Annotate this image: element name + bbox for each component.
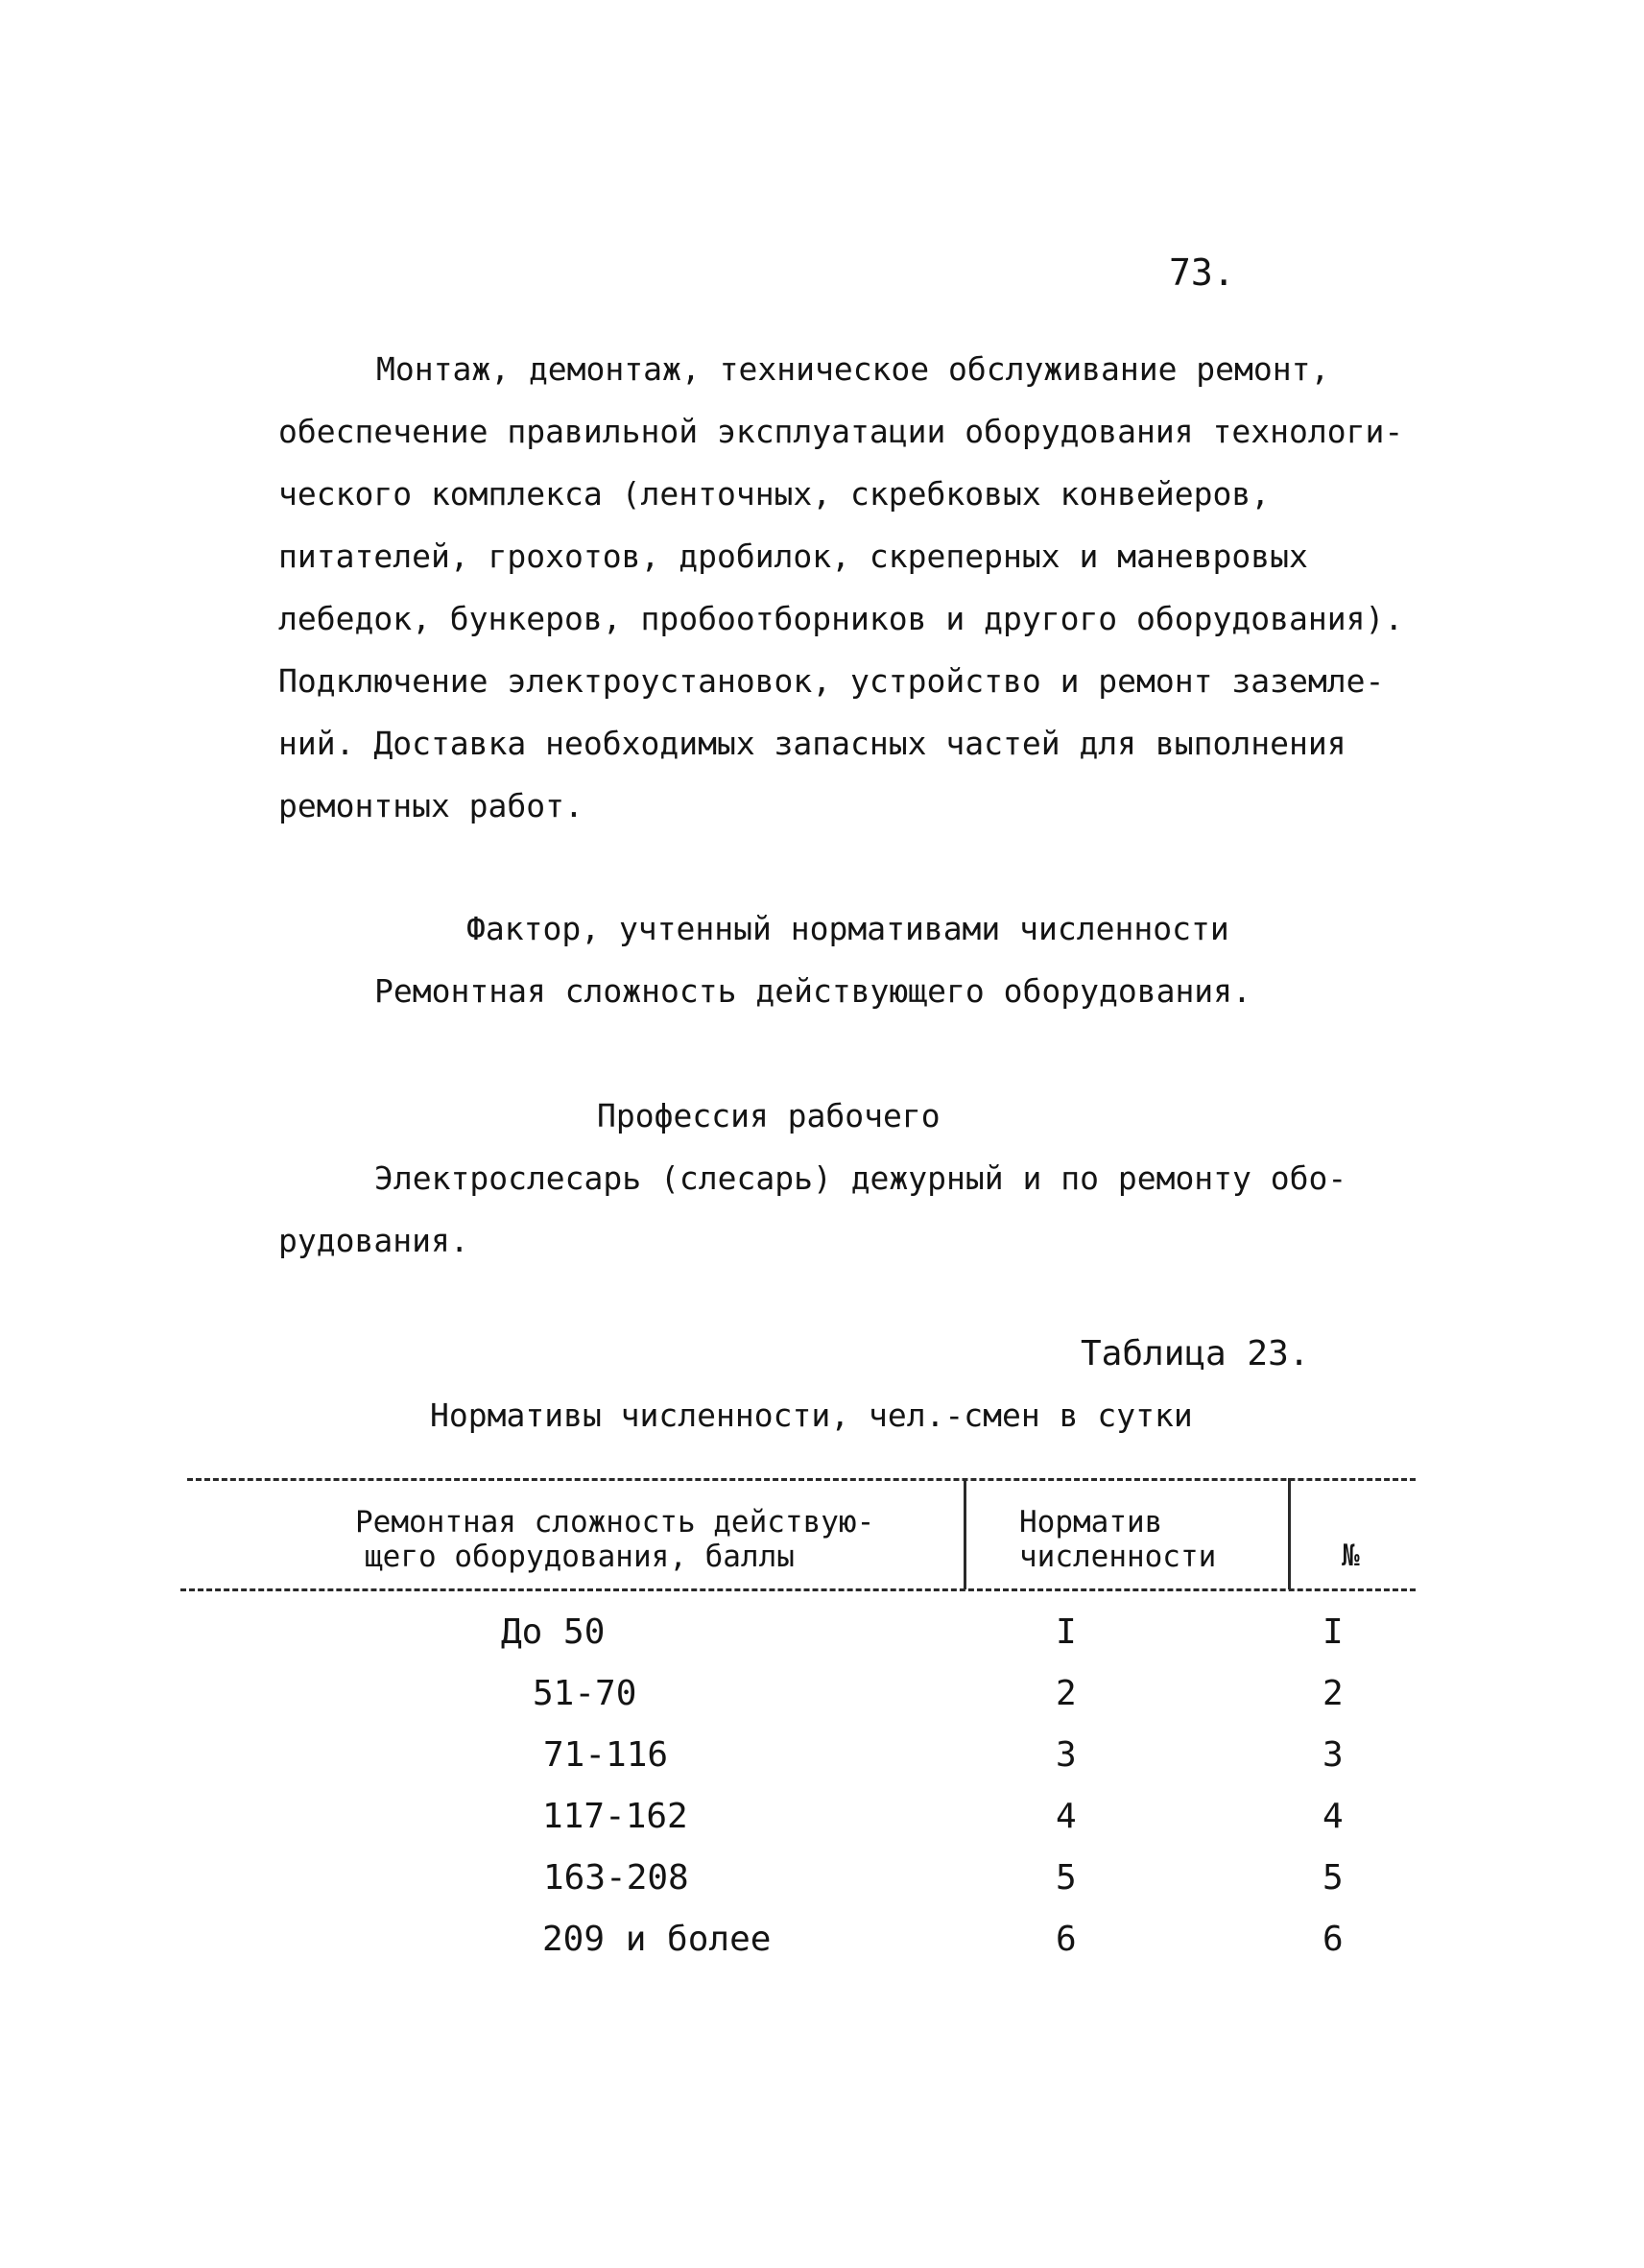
cell-norm: 5 xyxy=(1056,1858,1077,1898)
profession-line: Электрослесарь (слесарь) дежурный и по ремонту обо- xyxy=(374,1159,1347,1197)
cell-norm: 2 xyxy=(1056,1674,1077,1713)
cell-norm: 6 xyxy=(1056,1920,1077,1959)
profession-heading: Профессия рабочего xyxy=(597,1097,941,1134)
profession-line: рудования. xyxy=(278,1222,469,1259)
cell-complexity: До 50 xyxy=(501,1612,606,1652)
header-complexity xyxy=(355,1505,874,1574)
cell-complexity: 51-70 xyxy=(533,1674,637,1713)
table-column-divider xyxy=(1288,1478,1291,1589)
table-caption: Таблица 23. xyxy=(1081,1334,1310,1373)
table-top-rule xyxy=(187,1478,1416,1481)
header-norm xyxy=(1019,1505,1216,1574)
cell-number: I xyxy=(1322,1612,1344,1652)
header-norm-line: Норматив xyxy=(1019,1505,1163,1540)
page-number: 73. xyxy=(1169,251,1235,294)
factor-heading: Фактор, учтенный нормативами численности xyxy=(466,910,1229,947)
cell-complexity: 71-116 xyxy=(543,1735,669,1775)
cell-number: 2 xyxy=(1322,1674,1344,1713)
table-subtitle: Нормативы численности, чел.-смен в сутки xyxy=(430,1397,1193,1434)
header-number: № xyxy=(1342,1539,1360,1573)
header-complexity-line: щего оборудования, баллы xyxy=(365,1540,795,1574)
cell-complexity: 117-162 xyxy=(542,1797,688,1836)
cell-norm: I xyxy=(1056,1612,1077,1652)
cell-complexity: 209 и более xyxy=(542,1920,772,1959)
paragraph-line: ремонтных работ. xyxy=(278,787,584,824)
paragraph-line: Монтаж, демонтаж, техническое обслуживание ремонт, xyxy=(376,350,1330,388)
header-norm-line: численности xyxy=(1019,1540,1217,1574)
cell-number: 3 xyxy=(1322,1735,1344,1775)
paragraph-line: Подключение электроустановок, устройство и ремонт заземле- xyxy=(278,662,1385,700)
paragraph-line: ний. Доставка необходимых запасных частей для выполнения xyxy=(278,725,1346,762)
header-complexity-line: Ремонтная сложность действую- xyxy=(355,1505,875,1540)
paragraph-line: обеспечение правильной эксплуатации оборудования технологи- xyxy=(278,413,1404,450)
cell-norm: 4 xyxy=(1056,1797,1077,1836)
paragraph-line: лебедок, бункеров, пробоотборников и другого оборудования). xyxy=(278,600,1404,637)
table-column-divider xyxy=(964,1478,966,1589)
cell-norm: 3 xyxy=(1056,1735,1077,1775)
table-header-rule xyxy=(180,1588,1416,1591)
cell-number: 4 xyxy=(1322,1797,1344,1836)
cell-complexity: 163-208 xyxy=(543,1858,689,1898)
paragraph-line: ческого комплекса (ленточных, скребковых конвейеров, xyxy=(278,475,1271,513)
factor-text: Ремонтная сложность действующего оборудования. xyxy=(374,972,1251,1010)
paragraph-line: питателей, грохотов, дробилок, скреперных и маневровых xyxy=(278,537,1308,575)
cell-number: 5 xyxy=(1322,1858,1344,1898)
cell-number: 6 xyxy=(1322,1920,1344,1959)
